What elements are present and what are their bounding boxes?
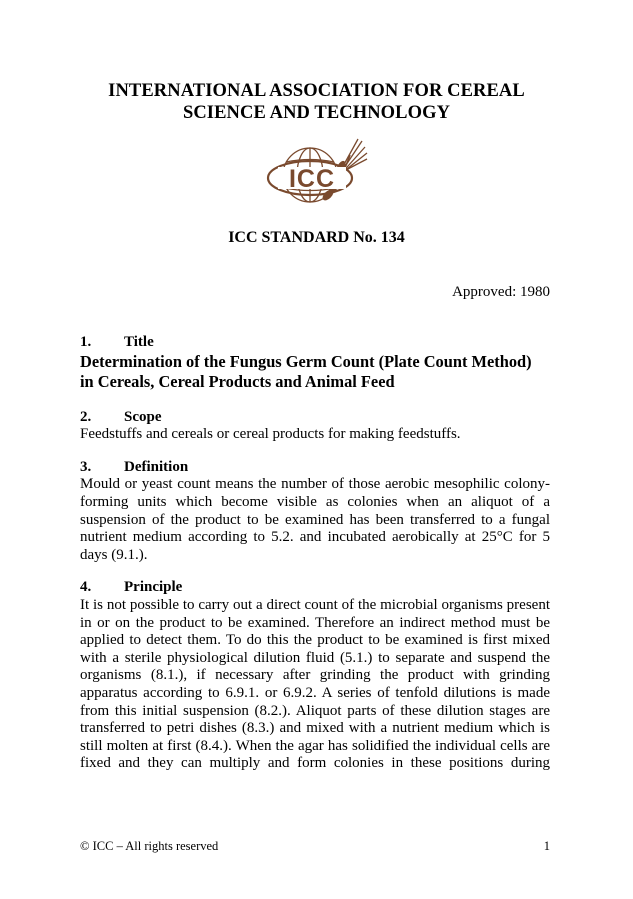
document-title-line-1: Determination of the Fungus Germ Count (Plate Count Method)	[80, 351, 532, 371]
organization-line-2: SCIENCE AND TECHNOLOGY	[182, 103, 451, 123]
icc-logo-icon	[264, 137, 368, 207]
section-text: Mould or yeast count means the number of those aerobic mesophilic colony-forming units which become visible as colonies when an aliquot of a suspension of the product to be examined has been transferred to a fungal nutrient medium according to 5.2. and incubated aerobically at 25°C for 5 days (9.1.).	[80, 476, 550, 563]
page-number: 1	[543, 839, 550, 853]
section-principle	[80, 579, 550, 773]
section-number: 1.	[80, 334, 92, 350]
section-text: It is not possible to carry out a direct count of the microbial organisms present in or on the product to be examined. Therefore an indirect method must be applied to detect them. To do this the product to be examined is first mixed with a sterile physiological dilution fluid (5.1.) to separate and suspend the organisms (8.1.), if necessary after grinding the product with grinding apparatus according to 6.9.1. or 6.9.2. A series of tenfold dilutions is made from this initial suspension (8.2.). Aliquot parts of these dilution stages are transferred to petri dishes (8.3.) and mixed with a nutrient medium which is still molten at first (8.4.). When the agar has solidified the individual cells are fixed and they can multiply and form colonies in these positions during	[80, 596, 550, 772]
section-heading-label: Scope	[124, 408, 162, 425]
section-heading	[80, 334, 550, 352]
section-number: 4.	[80, 579, 92, 596]
section-definition	[80, 459, 550, 565]
organization-line-1: INTERNATIONAL ASSOCIATION FOR CEREAL	[108, 81, 525, 101]
document-title	[80, 352, 550, 393]
document-title-line-2: in Cereals, Cereal Products and Animal Feed	[80, 372, 395, 392]
section-number: 3.	[80, 458, 92, 475]
footer-copyright: © ICC – All rights reserved	[80, 839, 219, 853]
section-number: 2.	[80, 408, 92, 425]
approved-date: Approved: 1980	[452, 284, 550, 300]
section-text: Feedstuffs and cereals or cereal products for making feedstuffs.	[80, 426, 461, 443]
standard-number: ICC STANDARD No. 134	[228, 229, 405, 246]
section-heading	[80, 459, 550, 477]
document-body	[80, 334, 550, 773]
section-heading	[80, 409, 550, 427]
organization-name	[60, 80, 573, 124]
section-heading-label: Title	[124, 334, 154, 350]
section-heading	[80, 579, 550, 597]
section-heading-label: Definition	[124, 458, 189, 475]
section-title	[80, 334, 550, 393]
section-scope	[80, 409, 550, 444]
section-heading-label: Principle	[124, 579, 183, 596]
logo-text: ICC	[288, 165, 336, 193]
